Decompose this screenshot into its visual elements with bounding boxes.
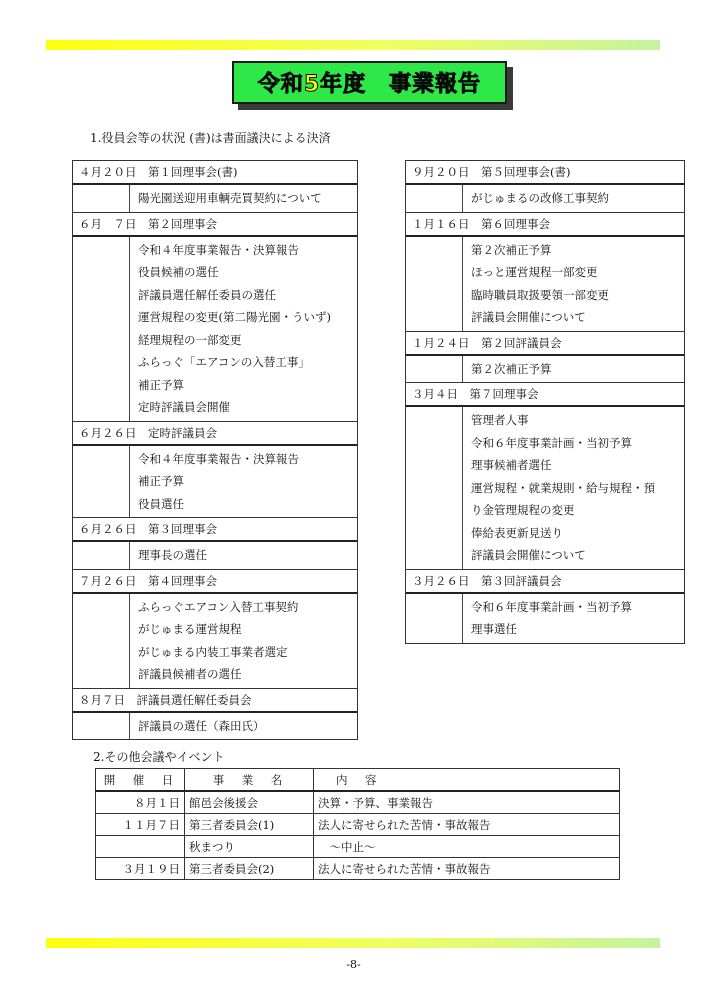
agenda-list: [129, 237, 357, 421]
section1-heading: 1.役員会等の状況 (書)は書面議決による決済: [90, 131, 331, 145]
event-content: ～中止～: [314, 836, 620, 858]
agenda-list: [129, 594, 357, 688]
table-row: [96, 836, 620, 858]
event-date: １１月７日: [96, 814, 185, 836]
agenda-list: [462, 356, 684, 383]
agenda-item: 役員候補の選任: [138, 265, 219, 279]
agenda-list: [129, 446, 357, 518]
top-decorative-bar: [46, 40, 660, 50]
meeting-block: [73, 518, 357, 570]
agenda-item: がじゅまるの改修工事契約: [471, 191, 609, 205]
agenda-item: がじゅまる内装工事業者選定: [138, 644, 288, 659]
agenda-item: 補正予算: [138, 377, 184, 392]
agenda-item: 評議員候補者の選任: [138, 667, 242, 681]
agenda-item: 経理規程の一部変更: [138, 332, 242, 347]
agenda-list: [462, 185, 684, 212]
agenda-item: り金管理規程の変更: [471, 503, 575, 517]
event-name: 館邑会後援会: [185, 791, 314, 814]
meeting-block: [406, 161, 684, 213]
agenda-list: [462, 594, 684, 643]
meeting-date-title: ３月２６日 第３回評議員会: [406, 570, 684, 594]
meeting-date-title: ７月２６日 第４回理事会: [73, 570, 357, 594]
meeting-block: [406, 332, 684, 384]
bottom-decorative-bar: [46, 938, 660, 948]
agenda-item: 理事候補者選任: [471, 458, 552, 472]
agenda-item: ふらっぐエアコン入替工事契約: [138, 599, 299, 614]
agenda-item: ふらっぐ「エアコンの入替工事」: [138, 355, 310, 369]
meeting-date-title: １月１６日 第６回理事会: [406, 213, 684, 237]
agenda-list: [129, 542, 357, 569]
page-title: 令和5年度 事業報告: [257, 72, 482, 97]
agenda-item: ほっと運営規程一部変更: [471, 265, 598, 279]
meeting-date-title: ６月２６日 第３回理事会: [73, 518, 357, 542]
agenda-item: がじゅまる運営規程: [138, 622, 242, 636]
agenda-item: 評議員選任解任委員の選任: [138, 287, 276, 302]
agenda-item: 役員選任: [138, 496, 184, 511]
agenda-item: 臨時職員取扱要領一部変更: [471, 287, 609, 302]
meeting-block: [406, 383, 684, 570]
events-table: [95, 768, 620, 880]
meeting-date-title: ８月７日 評議員選任解任委員会: [73, 689, 357, 713]
agenda-item: 俸給表更新見送り: [471, 525, 563, 540]
event-name: 秋まつり: [185, 836, 314, 858]
table-row: [96, 858, 620, 880]
agenda-item: 令和６年度事業計画・当初予算: [471, 599, 632, 614]
section2-heading: 2.その他会議やイベント: [93, 750, 225, 764]
meeting-block: [73, 689, 357, 740]
agenda-item: 評議員会開催について: [471, 548, 586, 562]
agenda-item: 第２次補正予算: [471, 361, 552, 376]
title-box: [232, 61, 507, 104]
meeting-block: [73, 213, 357, 422]
agenda-item: 陽光園送迎用車輌売買契約について: [138, 191, 322, 205]
agenda-list: [129, 713, 357, 740]
meeting-date-title: ３月４日 第７回理事会: [406, 383, 684, 407]
event-content: 決算・予算、事業報告: [314, 791, 620, 814]
agenda-list: [462, 407, 684, 569]
event-content: 法人に寄せられた苦情・事故報告: [314, 814, 620, 836]
agenda-item: 評議員会開催について: [471, 310, 586, 324]
meeting-block: [73, 422, 357, 519]
agenda-item: 評議員の選任（森田氏）: [138, 718, 265, 733]
left-schedule-table: [72, 160, 358, 740]
agenda-item: 管理者人事: [471, 413, 529, 427]
agenda-item: 運営規程の変更(第二陽光園・ういず): [138, 310, 331, 324]
meeting-date-title: １月２４日 第２回評議員会: [406, 332, 684, 356]
event-date: [96, 836, 185, 858]
table-row: [96, 791, 620, 814]
event-content: 法人に寄せられた苦情・事故報告: [314, 858, 620, 880]
right-schedule-table: [405, 160, 685, 644]
event-date: ８月１日: [96, 791, 185, 814]
agenda-item: 令和４年度事業報告・決算報告: [138, 451, 299, 466]
agenda-item: 理事長の選任: [138, 548, 207, 562]
event-date: ３月１９日: [96, 858, 185, 880]
agenda-list: [129, 185, 357, 212]
col-content-header: 内 容: [314, 769, 620, 792]
agenda-item: 令和６年度事業計画・当初予算: [471, 435, 632, 450]
table-row: [96, 814, 620, 836]
col-date-header: 開 催 日: [96, 769, 185, 792]
agenda-item: 第２次補正予算: [471, 242, 552, 257]
agenda-item: 令和４年度事業報告・決算報告: [138, 242, 299, 257]
agenda-item: 理事選任: [471, 622, 517, 636]
agenda-item: 補正予算: [138, 474, 184, 488]
meeting-block: [406, 570, 684, 643]
page-number: -8-: [346, 958, 361, 971]
agenda-list: [462, 237, 684, 331]
meeting-date-title: ４月２０日 第１回理事会(書): [73, 161, 357, 185]
meeting-block: [406, 213, 684, 332]
events-header-row: [96, 769, 620, 792]
meeting-block: [73, 161, 357, 213]
meeting-date-title: ６月 ７日 第２回理事会: [73, 213, 357, 237]
meeting-date-title: ９月２０日 第５回理事会(書): [406, 161, 684, 185]
meeting-block: [73, 570, 357, 689]
event-name: 第三者委員会(2): [185, 858, 314, 880]
event-name: 第三者委員会(1): [185, 814, 314, 836]
agenda-item: 運営規程・就業規則・給与規程・預: [471, 480, 655, 495]
agenda-item: 定時評議員会開催: [138, 400, 230, 414]
meeting-date-title: ６月２６日 定時評議員会: [73, 422, 357, 446]
col-event-header: 事 業 名: [185, 769, 314, 792]
